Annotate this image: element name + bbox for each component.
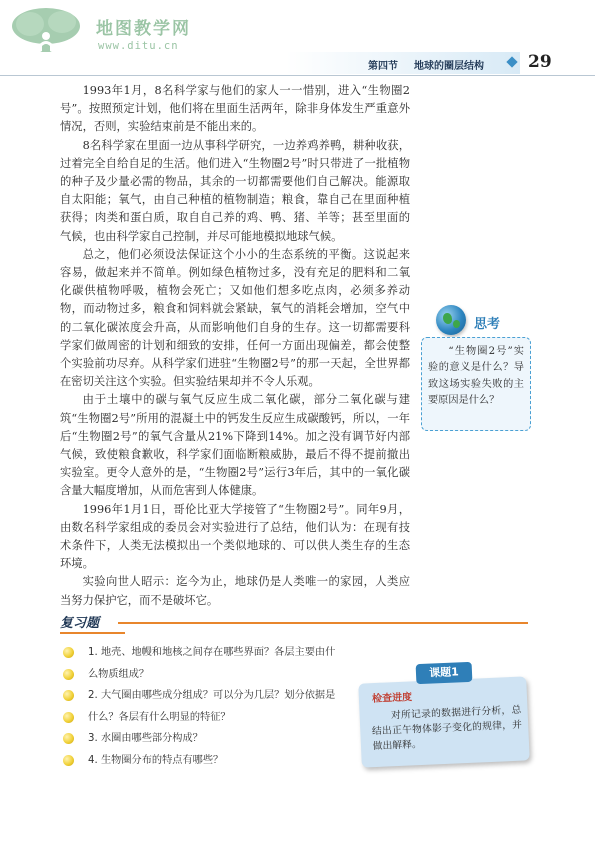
header-section: 第四节: [368, 61, 398, 72]
bullet-icon: [63, 669, 74, 680]
header-title: 地球的圈层结构: [414, 61, 484, 72]
body-paragraph: 总之，他们必须设法保证这个小小的生态系统的平衡。这说起来容易，做起来并不简单。例如绿色植物过多，没有充足的肥料和二氧化碳供植物呼吸，植物会死亡；又如他们想多吃点肉，必须多养动物，而动物过多，粮食和饲料就会紧缺，氧气的消耗会增加，空气中的二氧化碳浓度会升高，从而影响他们自身的生存。这一切都需要科学家们做周密的计划和细致的安排，任何一方面出现偏差，都会使整个实验前功尽弃。从科学家们进驻“生物圈2号”的那一天起，全世界都在密切关注这个实验。但实验结果却并不令人乐观。: [60, 247, 410, 389]
review-item-continuation: [60, 707, 360, 729]
globe-icon: [436, 305, 466, 335]
body-paragraph: 实验向世人昭示：迄今为止，地球仍是人类唯一的家园，人类应当努力保护它，而不是破坏它。: [60, 575, 410, 607]
topic-tab: 课题1: [416, 662, 473, 684]
bullet-icon: [63, 690, 74, 701]
review-item-text: 么物质组成？: [88, 668, 150, 680]
page-number: 29: [528, 52, 552, 72]
bullet-icon: [63, 755, 74, 766]
watermark-url: www.ditu.cn: [98, 40, 179, 52]
review-underline: [60, 632, 125, 634]
review-item-number: 3.: [88, 733, 98, 745]
body-paragraph: 1996年1月1日，哥伦比亚大学接管了“生物圈2号”。同年9月，由数名科学家组成的委员会对实验进行了总结，他们认为：在现有技术条件下，人类无法模拟出一个类似地球的、可以供人类生存的生态环境。: [60, 502, 410, 571]
main-body-text: [60, 82, 410, 610]
review-item-text: 水圈由哪些部分构成？: [100, 733, 203, 745]
topic-text: 对所记录的数据进行分析，总结出正午物体影子变化的规律，并做出解释。: [371, 704, 523, 753]
review-item: [60, 642, 360, 664]
watermark-logo: [8, 6, 198, 58]
bullet-icon: [63, 712, 74, 723]
review-item: [60, 728, 360, 750]
review-item-number: 4.: [88, 754, 98, 766]
review-item-text: 什么？各层有什么明显的特征？: [88, 711, 231, 723]
body-paragraph: 由于土壤中的碳与氧气反应生成二氧化碳，部分二氧化碳与建筑“生物圈2号”所用的混凝土中的钙发生反应生成碳酸钙，所以，一年后“生物圈2号”的氧气含量从21%下降到14%。加之没有调节好内部气候，致使粮食歉收，科学家们面临断粮威胁，最后不得不提前撤出实验室。更令人意外的是，“生物圈2号”运行3年后，其中的一氧化碳含量大幅度增加，从而危害到人体健康。: [60, 393, 410, 498]
watermark-site-name: 地图教学网: [96, 19, 191, 39]
bullet-icon: [63, 647, 74, 658]
review-item-text: 大气圈由哪些成分组成？可以分为几层？划分依据是: [100, 690, 336, 702]
review-item-text: 地壳、地幔和地核之间存在哪些界面？各层主要由什: [100, 647, 336, 658]
review-item-number: 2.: [88, 690, 98, 702]
review-title: 复习题: [60, 616, 100, 631]
header-rule: [0, 75, 595, 76]
review-divider: [118, 622, 528, 624]
review-item-continuation: [60, 664, 360, 686]
body-paragraph: 1993年1月，8名科学家与他们的家人一一惜别，进入“生物圈2号”。按照预定计划，他们将在里面生活两年，除非身体发生严重意外情况，否则，实验结束前是不能出来的。: [60, 84, 410, 134]
review-item: [60, 685, 360, 707]
think-title: 思考: [474, 317, 501, 332]
review-item-text: 生物圈分布的特点有哪些？: [100, 754, 224, 766]
think-question: “生物圈2号”实验的意义是什么？导致这场实验失败的主要原因是什么？: [428, 346, 524, 407]
bullet-icon: [63, 733, 74, 744]
topic-subtitle: 检查进度: [371, 692, 413, 705]
think-header: [436, 305, 556, 341]
review-list: [60, 642, 360, 772]
review-item-number: 1.: [88, 647, 98, 658]
review-item: [60, 750, 360, 772]
body-paragraph: 8名科学家在里面一边从事科学研究，一边养鸡养鸭，耕种收获，过着完全自给自足的生活。他们进入“生物圈2号”时只带进了一批植物的种子及少量必需的物品，其余的一切都需要他们自己解决。能源取自太阳能；氧气，由自己种植的植物制造；粮食，靠自己在里面种植获得；肉类和蛋白质，取自自己养的鸡、鸭、猪、羊等；甚至里面的气候，也由科学家自己控制，并尽可能地模拟地球气候。: [60, 138, 410, 243]
tree-logo-icon: [8, 6, 88, 58]
